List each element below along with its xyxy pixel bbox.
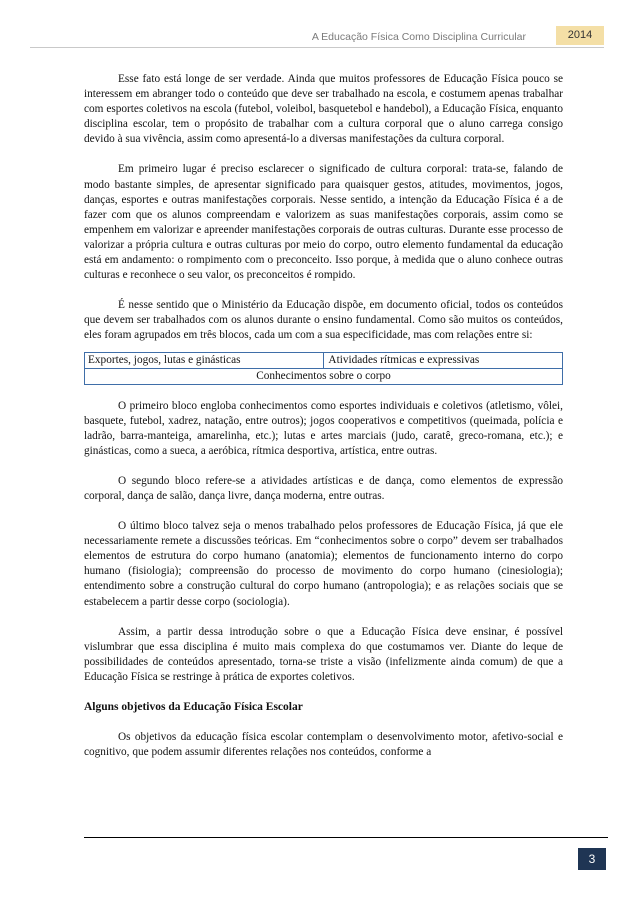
page-number-badge: 3 <box>578 848 606 870</box>
paragraph: Os objetivos da educação física escolar contemplam o desenvolvimento motor, afetivo-social e cognitivo, que podem assumir diferentes relações nos conteúdos, conforme a <box>84 731 563 759</box>
paragraph: O primeiro bloco engloba conhecimentos como esportes individuais e coletivos (atletismo, vôlei, basquete, futebol, xadrez, natação, entre outros); jogos cooperativos e competitivos (queimada, polícia e ladrão, barra-manteiga, amarelinha, etc.); lutas e artes marciais (judo, caratê, greco-romana, etc.); e ginásticas, como a sueca, a aeróbica, rítmica desportiva, artística, entre outras. <box>84 399 563 457</box>
table-cell-rhythmic: Atividades rítmicas e expressivas <box>324 352 563 368</box>
table-cell-sports: Exportes, jogos, lutas e ginásticas <box>85 352 324 368</box>
paragraph: Assim, a partir dessa introdução sobre o que a Educação Física deve ensinar, é possível vislumbrar que essa disciplina é muito mais complexa do que costumamos ver. Diante do leque de possibilidades de conteúdos apresentado, torna-se triste a visão (infelizmente ainda comum) de que a Educação Física se restringe à prática de exportes coletivos. <box>84 625 563 683</box>
body-text <box>84 72 563 775</box>
header-title: A Educação Física Como Disciplina Curricular <box>311 31 526 43</box>
section-heading: Alguns objetivos da Educação Física Escolar <box>84 701 303 713</box>
header-year-badge: 2014 <box>556 26 604 45</box>
paragraph: Em primeiro lugar é preciso esclarecer o significado de cultura corporal: trata-se, falando de modo bastante simples, de apresentar significado para quaisquer gestos, atitudes, movimentos, jogos, danças, esportes e outras manifestações corporais. Nesse sentido, a intenção da Educação Física é a de fazer com que os alunos compreendam e valorizem as suas manifestações corporais, assim como se empenhem em valorizar e apreender manifestações corporais de outras culturas. Durante esse processo de valorizar a própria cultura e outras culturas por meio do corpo, outro elemento fundamental da educação está em andamento: o rompimento com o preconceito. Isso porque, à medida que o aluno conhece outras culturas e reconhece o seu valor, os preconceitos é rompido. <box>84 163 563 282</box>
footer-divider <box>84 837 608 838</box>
paragraph: Esse fato está longe de ser verdade. Ainda que muitos professores de Educação Física pouco se interessem em abranger todo o conteúdo que deve ser trabalhado na escola, e costumem apenas trabalhar com esportes coletivos na escola (futebol, voleibol, basquetebol e handebol), a Educação Física, enquanto disciplina escolar, tem o propósito de trabalhar com a cultura corporal que o aluno carrega consigo devido à sua vivência, assim como apresentá-lo a diversas manifestações da cultura corporal. <box>84 73 563 146</box>
paragraph: O último bloco talvez seja o menos trabalhado pelos professores de Educação Física, já que ele necessariamente remete a discussões teóricas. Em “conhecimentos sobre o corpo” devem ser trabalhados elementos de estrutura do corpo humano (anatomia); elementos de funcionamento interno do corpo humano (fisiologia); compreensão do processo de movimento do corpo humano (cinesiologia); entendimento sobre a construção cultural do corpo humano (antropologia); e as relações sociais que se estabelecem a partir desse corpo (sociologia). <box>84 520 563 608</box>
header-divider <box>30 47 604 48</box>
table-cell-body-knowledge: Conhecimentos sobre o corpo <box>85 368 563 384</box>
paragraph: É nesse sentido que o Ministério da Educação dispõe, em documento oficial, todos os conteúdos que devem ser trabalhados com os alunos durante o ensino fundamental. Como são muitos os conteúdos, eles foram agrupados em três blocos, cada um com a sua especificidade, mas com relações entre si: <box>84 299 563 342</box>
content-blocks-table <box>84 352 563 385</box>
paragraph: O segundo bloco refere-se a atividades artísticas e de dança, como elementos de expressão corporal, dança de salão, dança livre, dança moderna, entre outras. <box>84 474 563 502</box>
